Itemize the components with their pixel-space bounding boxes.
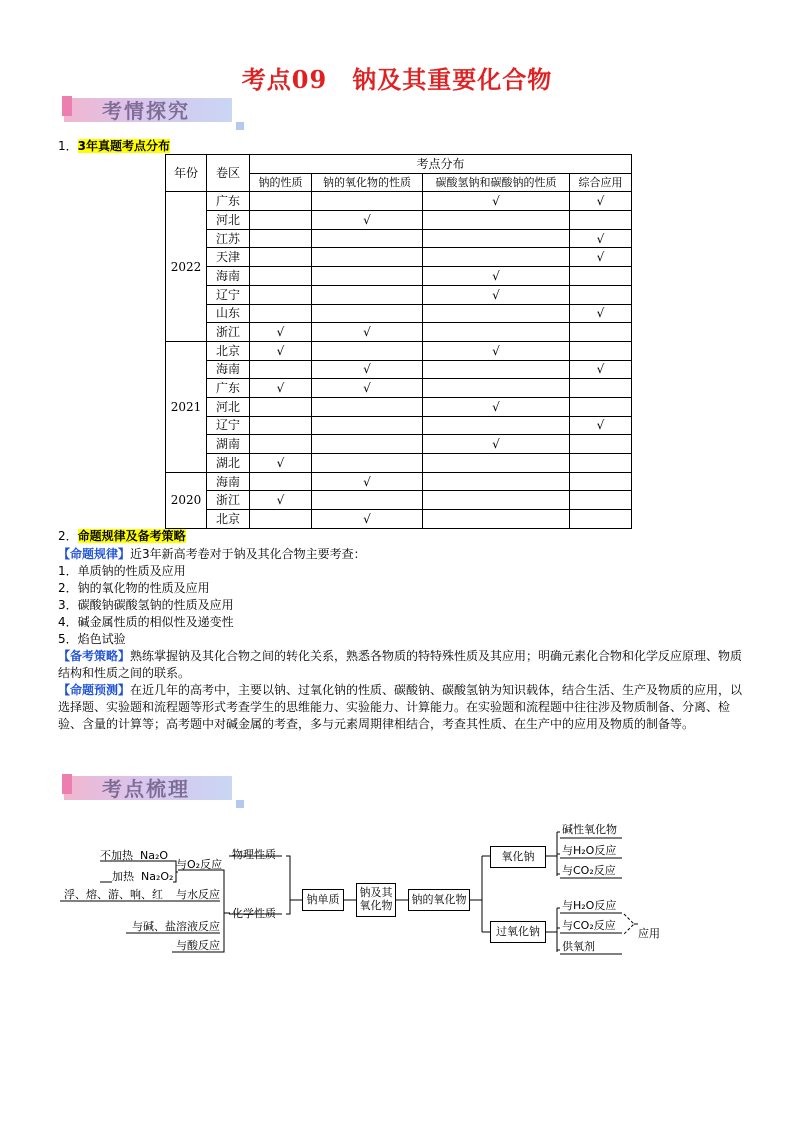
col-header: 钠的性质	[250, 173, 312, 192]
peroxide-with-h2o-label: 与H₂O反应	[562, 899, 617, 912]
check-cell	[250, 267, 312, 286]
check-cell: √	[250, 323, 312, 342]
paper-cell: 湖南	[207, 435, 250, 454]
check-cell: √	[570, 192, 632, 211]
basic-oxide-label: 碱性氧化物	[562, 823, 617, 836]
check-cell: √	[570, 248, 632, 267]
check-cell: √	[423, 341, 570, 360]
check-cell	[423, 491, 570, 510]
check-cell: √	[312, 472, 423, 491]
table-row	[166, 397, 632, 416]
check-cell: √	[423, 435, 570, 454]
paper-cell: 河北	[207, 211, 250, 230]
header-distribution: 考点分布	[250, 155, 632, 174]
no-heat-label: 不加热 Na₂O	[100, 849, 169, 862]
table-row	[166, 379, 632, 398]
rule-item: 3．碳酸钠碳酸氢钠的性质及应用	[58, 598, 234, 612]
paper-cell: 浙江	[207, 491, 250, 510]
check-cell	[250, 285, 312, 304]
check-cell: √	[570, 229, 632, 248]
check-cell	[423, 248, 570, 267]
check-cell: √	[423, 397, 570, 416]
strategy-text: 熟练掌握钠及其化合物之间的转化关系，熟悉各物质的特特殊性质及其应用；明确元素化合物和化学反应原理、物质结构和性质之间的联系。	[58, 649, 743, 680]
chemical-label: 化学性质	[232, 907, 276, 920]
section-banner-knowledge-review	[64, 774, 244, 804]
check-cell	[250, 397, 312, 416]
check-cell: √	[570, 416, 632, 435]
col-header: 碳酸氢钠和碳酸钠的性质	[423, 173, 570, 192]
check-cell: √	[312, 379, 423, 398]
table-row	[166, 341, 632, 360]
check-cell	[250, 360, 312, 379]
check-cell	[250, 416, 312, 435]
table-row	[166, 229, 632, 248]
check-cell	[312, 416, 423, 435]
sodium-box: 钠单质	[302, 889, 344, 911]
table-row	[166, 192, 632, 211]
check-cell: √	[250, 491, 312, 510]
predict-text: 在近几年的高考中，主要以钠、过氧化钠的性质、碳酸钠、碳酸氢钠为知识载体，结合生活、生产及物质的应用，以选择题、实验题和流程题等形式考查学生的思维能力、实验能力、计算能力。在实验题和流程题中往往涉及物质制备、分离、检验、含量的计算等；高考题中对碱金属的考查，多与元素周期律相结合，考查其性质、在生产中的应用及物质的制备等。	[58, 683, 743, 731]
check-cell	[570, 397, 632, 416]
paper-cell: 湖北	[207, 454, 250, 473]
check-cell	[312, 248, 423, 267]
check-cell	[250, 192, 312, 211]
knowledge-diagram	[60, 820, 700, 960]
year-cell: 2022	[166, 192, 207, 342]
check-cell: √	[312, 211, 423, 230]
check-cell	[423, 229, 570, 248]
check-cell	[312, 491, 423, 510]
check-cell	[570, 285, 632, 304]
check-cell	[312, 341, 423, 360]
check-cell	[423, 323, 570, 342]
check-cell	[570, 379, 632, 398]
table-row	[166, 248, 632, 267]
year-cell: 2021	[166, 341, 207, 472]
check-cell	[570, 267, 632, 286]
table-row	[166, 285, 632, 304]
year-cell: 2020	[166, 472, 207, 528]
strategy-body	[58, 546, 748, 733]
check-cell: √	[312, 323, 423, 342]
check-cell	[250, 510, 312, 529]
check-cell: √	[250, 379, 312, 398]
table-row	[166, 435, 632, 454]
paper-cell: 海南	[207, 267, 250, 286]
sodium-oxide-box: 氧化钠	[490, 846, 546, 868]
check-cell	[423, 304, 570, 323]
table-row	[166, 472, 632, 491]
oxide-with-co2-label: 与CO₂反应	[562, 864, 616, 877]
application-label: 应用	[638, 927, 660, 940]
paper-cell: 辽宁	[207, 285, 250, 304]
banner-title: 考情探究	[102, 99, 190, 123]
check-cell	[423, 416, 570, 435]
predict-label: 【命题预测】	[58, 683, 131, 697]
check-cell	[570, 211, 632, 230]
check-cell: √	[423, 285, 570, 304]
check-cell	[423, 211, 570, 230]
check-cell	[312, 192, 423, 211]
paper-cell: 海南	[207, 360, 250, 379]
rule-text: 近3年新高考卷对于钠及其化合物主要考查：	[130, 547, 366, 561]
col-header: 钠的氧化物的性质	[312, 173, 423, 192]
phenomena-label: 浮、熔、游、响、红	[64, 888, 163, 901]
rule-item: 4．碱金属性质的相似性及递变性	[58, 615, 234, 629]
check-cell	[250, 472, 312, 491]
check-cell	[312, 304, 423, 323]
col-header: 综合应用	[570, 173, 632, 192]
section-2-heading: 2．命题规律及备考策略	[58, 529, 186, 543]
oxide-with-h2o-label: 与H₂O反应	[562, 844, 617, 857]
check-cell: √	[250, 454, 312, 473]
section-2-label: 命题规律及备考策略	[77, 529, 186, 543]
heat-label-text: 加热 Na₂O₂	[112, 870, 174, 883]
rule-label: 【命题规律】	[58, 547, 131, 561]
section-1-label: 3年真题考点分布	[77, 139, 170, 153]
page-title: 考点09 钠及其重要化合物	[241, 65, 553, 94]
paper-cell: 山东	[207, 304, 250, 323]
check-cell	[570, 341, 632, 360]
check-cell	[250, 304, 312, 323]
check-cell	[570, 472, 632, 491]
check-cell	[570, 323, 632, 342]
center-box: 钠及其 氧化物	[356, 883, 396, 917]
rule-item: 2．钠的氧化物的性质及应用	[58, 581, 210, 595]
physical-label: 物理性质	[232, 848, 276, 861]
check-cell	[312, 285, 423, 304]
paper-cell: 天津	[207, 248, 250, 267]
oxides-box: 钠的氧化物	[408, 889, 470, 911]
table-row	[166, 267, 632, 286]
check-cell: √	[250, 341, 312, 360]
rule-item: 1．单质钠的性质及应用	[58, 564, 186, 578]
check-cell: √	[570, 304, 632, 323]
banner-title: 考点梳理	[102, 777, 190, 801]
peroxide-with-co2-label: 与CO₂反应	[562, 919, 616, 932]
check-cell	[423, 360, 570, 379]
table-row	[166, 304, 632, 323]
check-cell	[250, 211, 312, 230]
check-cell	[312, 454, 423, 473]
table-row	[166, 211, 632, 230]
exam-distribution-table	[165, 154, 632, 529]
table-row	[166, 323, 632, 342]
check-cell: √	[423, 267, 570, 286]
paper-cell: 江苏	[207, 229, 250, 248]
check-cell	[250, 435, 312, 454]
rule-item: 5．焰色试验	[58, 632, 126, 646]
check-cell	[250, 229, 312, 248]
strategy-label: 【备考策略】	[58, 649, 131, 663]
check-cell	[312, 229, 423, 248]
check-cell	[570, 435, 632, 454]
with-base-salt-label: 与碱、盐溶液反应	[132, 920, 220, 933]
paper-cell: 北京	[207, 341, 250, 360]
check-cell	[250, 248, 312, 267]
table-row	[166, 491, 632, 510]
paper-cell: 河北	[207, 397, 250, 416]
table-row	[166, 454, 632, 473]
check-cell: √	[312, 360, 423, 379]
with-water-label: 与水反应	[176, 888, 220, 901]
check-cell	[423, 472, 570, 491]
header-paper: 卷区	[207, 155, 250, 192]
sodium-peroxide-box: 过氧化钠	[490, 921, 546, 943]
paper-cell: 浙江	[207, 323, 250, 342]
check-cell	[570, 454, 632, 473]
table-row	[166, 416, 632, 435]
with-acid-label: 与酸反应	[176, 939, 220, 952]
section-banner-exam-analysis	[64, 96, 244, 126]
paper-cell: 辽宁	[207, 416, 250, 435]
section-1-heading: 1．3年真题考点分布	[58, 139, 170, 153]
oxygen-supply-label: 供氧剂	[562, 940, 595, 953]
with-o2-label: 与O₂反应	[176, 858, 223, 871]
paper-cell: 北京	[207, 510, 250, 529]
check-cell	[312, 397, 423, 416]
check-cell	[570, 491, 632, 510]
check-cell	[423, 379, 570, 398]
check-cell: √	[570, 360, 632, 379]
table-row	[166, 510, 632, 529]
header-year: 年份	[166, 155, 207, 192]
paper-cell: 广东	[207, 379, 250, 398]
check-cell	[312, 435, 423, 454]
check-cell	[312, 267, 423, 286]
table-row	[166, 360, 632, 379]
check-cell	[570, 510, 632, 529]
check-cell: √	[312, 510, 423, 529]
check-cell	[423, 454, 570, 473]
paper-cell: 广东	[207, 192, 250, 211]
check-cell	[423, 510, 570, 529]
paper-cell: 海南	[207, 472, 250, 491]
check-cell: √	[423, 192, 570, 211]
